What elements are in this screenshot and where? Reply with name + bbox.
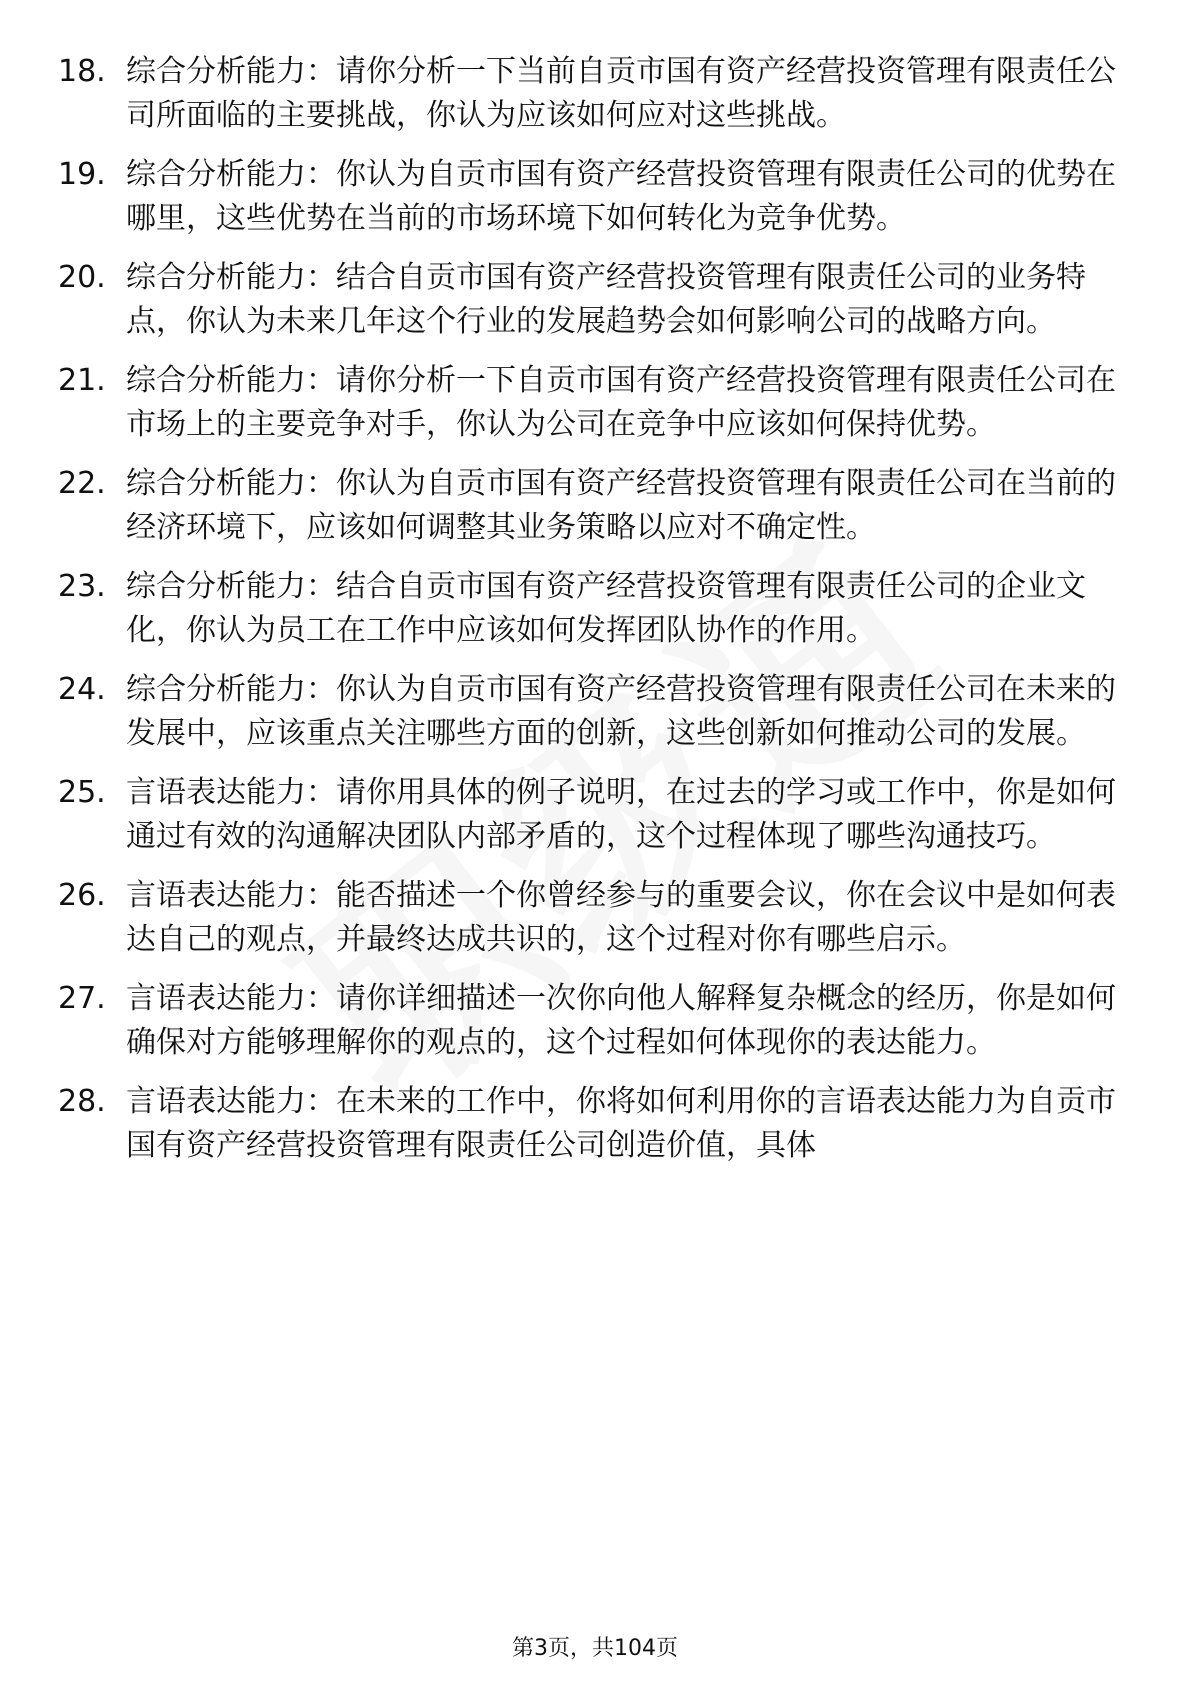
question-text: 言语表达能力：在未来的工作中，你将如何利用你的言语表达能力为自贡市国有资产经营投资管理有限责任公司创造价值，具体 — [126, 1084, 1116, 1163]
question-text: 综合分析能力：结合自贡市国有资产经营投资管理有限责任公司的企业文化，你认为员工在工作中应该如何发挥团队协作的作用。 — [126, 569, 1086, 648]
question-item — [58, 874, 1118, 962]
question-item — [58, 359, 1118, 447]
question-text: 综合分析能力：请你分析一下自贡市国有资产经营投资管理有限责任公司在市场上的主要竞争对手，你认为公司在竞争中应该如何保持优势。 — [126, 363, 1116, 442]
question-item — [58, 565, 1118, 653]
question-number: 20. — [58, 260, 106, 295]
question-text: 言语表达能力：请你详细描述一次你向他人解释复杂概念的经历，你是如何确保对方能够理解你的观点的，这个过程如何体现你的表达能力。 — [126, 981, 1116, 1060]
question-item — [58, 771, 1118, 859]
question-text: 综合分析能力：结合自贡市国有资产经营投资管理有限责任公司的业务特点，你认为未来几年这个行业的发展趋势会如何影响公司的战略方向。 — [126, 260, 1086, 339]
question-item — [58, 256, 1118, 344]
question-item — [58, 1080, 1118, 1168]
question-number: 28. — [58, 1084, 106, 1119]
question-text: 综合分析能力：你认为自贡市国有资产经营投资管理有限责任公司在未来的发展中，应该重点关注哪些方面的创新，这些创新如何推动公司的发展。 — [126, 672, 1116, 751]
question-number: 21. — [58, 363, 106, 398]
question-item — [58, 153, 1118, 241]
question-number: 27. — [58, 981, 106, 1016]
question-item — [58, 462, 1118, 550]
question-number: 23. — [58, 569, 106, 604]
question-list — [58, 50, 1118, 1183]
question-number: 19. — [58, 157, 106, 192]
question-number: 26. — [58, 878, 106, 913]
question-item — [58, 668, 1118, 756]
question-text: 言语表达能力：请你用具体的例子说明，在过去的学习或工作中，你是如何通过有效的沟通解决团队内部矛盾的，这个过程体现了哪些沟通技巧。 — [126, 775, 1116, 854]
page-number-footer: 第3页，共104页 — [512, 1636, 678, 1661]
question-number: 25. — [58, 775, 106, 810]
question-text: 综合分析能力：你认为自贡市国有资产经营投资管理有限责任公司在当前的经济环境下，应该如何调整其业务策略以应对不确定性。 — [126, 466, 1116, 545]
question-item — [58, 977, 1118, 1065]
question-number: 18. — [58, 54, 106, 89]
question-text: 综合分析能力：你认为自贡市国有资产经营投资管理有限责任公司的优势在哪里，这些优势在当前的市场环境下如何转化为竞争优势。 — [126, 157, 1116, 236]
question-number: 24. — [58, 672, 106, 707]
question-item — [58, 50, 1118, 138]
question-text: 言语表达能力：能否描述一个你曾经参与的重要会议，你在会议中是如何表达自己的观点，并最终达成共识的，这个过程对你有哪些启示。 — [126, 878, 1116, 957]
question-number: 22. — [58, 466, 106, 501]
question-text: 综合分析能力：请你分析一下当前自贡市国有资产经营投资管理有限责任公司所面临的主要挑战，你认为应该如何应对这些挑战。 — [126, 54, 1116, 133]
